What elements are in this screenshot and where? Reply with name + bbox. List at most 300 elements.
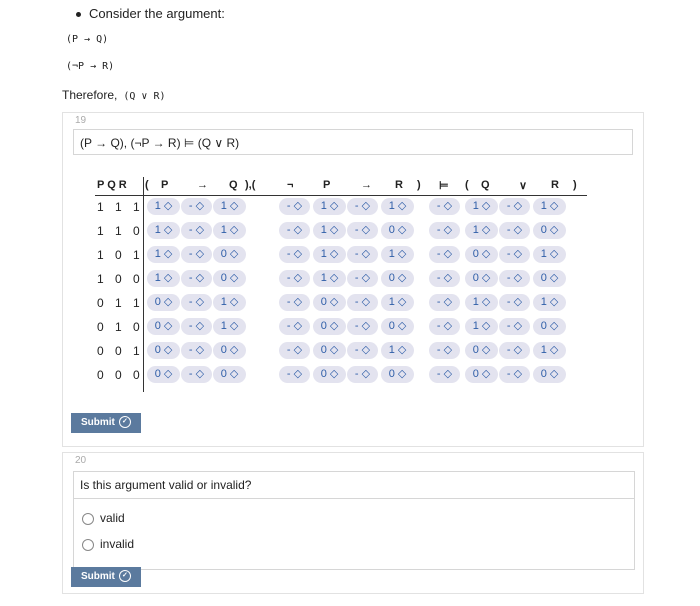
- truth-value-select[interactable]: [213, 246, 246, 263]
- chevron-updown-icon: ◇: [513, 344, 523, 356]
- chevron-updown-icon: ◇: [229, 344, 239, 356]
- table-row: [95, 339, 589, 363]
- selected-value: -: [506, 344, 511, 356]
- selected-value: 1: [154, 272, 161, 284]
- truth-value-select[interactable]: [429, 198, 460, 215]
- header-cell: P: [323, 179, 331, 191]
- truth-value-select[interactable]: [465, 222, 498, 239]
- truth-value-select[interactable]: [279, 342, 310, 359]
- selected-value: -: [188, 224, 193, 236]
- truth-value-select[interactable]: [147, 270, 180, 287]
- row-values: 0 0 1: [97, 344, 144, 358]
- intro-text: Consider the argument:: [89, 6, 225, 21]
- selected-value: -: [506, 200, 511, 212]
- chevron-updown-icon: ◇: [329, 224, 339, 236]
- truth-value-select[interactable]: [181, 270, 212, 287]
- truth-value-select[interactable]: [533, 342, 566, 359]
- chevron-updown-icon: ◇: [443, 344, 453, 356]
- truth-value-select[interactable]: [347, 342, 378, 359]
- selected-value: 0: [540, 368, 547, 380]
- truth-table: [95, 177, 589, 387]
- truth-value-select[interactable]: [381, 294, 414, 311]
- selected-value: -: [436, 272, 441, 284]
- truth-value-select[interactable]: [181, 318, 212, 335]
- chevron-updown-icon: ◇: [481, 224, 491, 236]
- truth-value-select[interactable]: [499, 246, 530, 263]
- truth-value-select[interactable]: [381, 342, 414, 359]
- chevron-updown-icon: ◇: [397, 320, 407, 332]
- truth-value-select[interactable]: [147, 294, 180, 311]
- chevron-updown-icon: ◇: [361, 368, 371, 380]
- header-cell: ),(: [245, 179, 256, 191]
- chevron-updown-icon: ◇: [481, 200, 491, 212]
- chevron-updown-icon: ◇: [513, 368, 523, 380]
- chevron-updown-icon: ◇: [513, 248, 523, 260]
- truth-value-select[interactable]: [213, 270, 246, 287]
- chevron-updown-icon: ◇: [195, 344, 205, 356]
- truth-value-select[interactable]: [181, 342, 212, 359]
- truth-value-select[interactable]: [279, 294, 310, 311]
- truth-value-select[interactable]: [381, 246, 414, 263]
- question-number: 19: [75, 115, 87, 126]
- check-icon: ✓: [119, 570, 131, 582]
- truth-value-select[interactable]: [465, 366, 498, 383]
- header-cell: Q: [229, 179, 238, 191]
- selected-value: 0: [220, 248, 227, 260]
- chevron-updown-icon: ◇: [397, 248, 407, 260]
- selected-value: -: [506, 272, 511, 284]
- question-20: [62, 452, 644, 594]
- selected-value: 0: [472, 272, 479, 284]
- selected-value: 1: [154, 224, 161, 236]
- chevron-updown-icon: ◇: [361, 200, 371, 212]
- truth-value-select[interactable]: [533, 222, 566, 239]
- chevron-updown-icon: ◇: [329, 344, 339, 356]
- chevron-updown-icon: ◇: [361, 320, 371, 332]
- selected-value: -: [354, 272, 359, 284]
- selected-value: -: [436, 296, 441, 308]
- chevron-updown-icon: ◇: [443, 200, 453, 212]
- truth-value-select[interactable]: [429, 366, 460, 383]
- selected-value: -: [188, 272, 193, 284]
- table-row: [95, 195, 589, 219]
- truth-value-select[interactable]: [347, 246, 378, 263]
- selected-value: 0: [388, 272, 395, 284]
- selected-value: 1: [540, 200, 547, 212]
- chevron-updown-icon: ◇: [397, 344, 407, 356]
- selected-value: 1: [388, 344, 395, 356]
- selected-value: 1: [472, 200, 479, 212]
- selected-value: 0: [220, 368, 227, 380]
- chevron-updown-icon: ◇: [293, 344, 303, 356]
- selected-value: 0: [388, 224, 395, 236]
- selected-value: -: [286, 272, 291, 284]
- chevron-updown-icon: ◇: [293, 224, 303, 236]
- chevron-updown-icon: ◇: [481, 248, 491, 260]
- selected-value: 1: [472, 224, 479, 236]
- selected-value: 0: [220, 344, 227, 356]
- chevron-updown-icon: ◇: [195, 200, 205, 212]
- selected-value: -: [354, 368, 359, 380]
- selected-value: 1: [388, 200, 395, 212]
- truth-value-select[interactable]: [381, 318, 414, 335]
- selected-value: 1: [220, 200, 227, 212]
- selected-value: 1: [540, 344, 547, 356]
- selected-value: 1: [154, 248, 161, 260]
- intro-bullet: [76, 6, 225, 21]
- truth-value-select[interactable]: [429, 342, 460, 359]
- chevron-updown-icon: ◇: [195, 248, 205, 260]
- chevron-updown-icon: ◇: [549, 272, 559, 284]
- selected-value: -: [354, 344, 359, 356]
- submit-button[interactable]: [71, 567, 141, 587]
- truth-value-select[interactable]: [533, 294, 566, 311]
- chevron-updown-icon: ◇: [329, 368, 339, 380]
- truth-value-select[interactable]: [533, 270, 566, 287]
- chevron-updown-icon: ◇: [481, 368, 491, 380]
- truth-value-select[interactable]: [499, 198, 530, 215]
- truth-value-select[interactable]: [313, 294, 346, 311]
- chevron-updown-icon: ◇: [361, 224, 371, 236]
- chevron-updown-icon: ◇: [329, 248, 339, 260]
- selected-value: 0: [388, 368, 395, 380]
- chevron-updown-icon: ◇: [195, 296, 205, 308]
- chevron-updown-icon: ◇: [293, 248, 303, 260]
- truth-value-select[interactable]: [499, 366, 530, 383]
- truth-value-select[interactable]: [279, 222, 310, 239]
- header-cell: (: [145, 179, 149, 191]
- chevron-updown-icon: ◇: [163, 368, 173, 380]
- selected-value: 0: [388, 320, 395, 332]
- selected-value: 0: [540, 224, 547, 236]
- selected-value: 1: [540, 248, 547, 260]
- selected-value: -: [188, 200, 193, 212]
- selected-value: -: [436, 200, 441, 212]
- row-values: 1 1 1: [97, 200, 144, 214]
- chevron-updown-icon: ◇: [293, 200, 303, 212]
- chevron-updown-icon: ◇: [163, 200, 173, 212]
- truth-value-select[interactable]: [499, 270, 530, 287]
- truth-value-select[interactable]: [181, 246, 212, 263]
- truth-value-select[interactable]: [213, 222, 246, 239]
- premise-2: (¬P → R): [66, 61, 115, 72]
- truth-value-select[interactable]: [499, 342, 530, 359]
- table-row: [95, 363, 589, 387]
- truth-value-select[interactable]: [147, 342, 180, 359]
- selected-value: 0: [154, 320, 161, 332]
- chevron-updown-icon: ◇: [195, 224, 205, 236]
- chevron-updown-icon: ◇: [443, 272, 453, 284]
- submit-button[interactable]: [71, 413, 141, 433]
- chevron-updown-icon: ◇: [229, 320, 239, 332]
- truth-value-select[interactable]: [279, 270, 310, 287]
- check-icon: ✓: [119, 416, 131, 428]
- table-row: [95, 315, 589, 339]
- selected-value: 0: [220, 272, 227, 284]
- header-cell: ): [573, 179, 577, 191]
- chevron-updown-icon: ◇: [549, 320, 559, 332]
- truth-value-select[interactable]: [381, 366, 414, 383]
- chevron-updown-icon: ◇: [195, 272, 205, 284]
- truth-value-select[interactable]: [181, 222, 212, 239]
- truth-value-select[interactable]: [347, 318, 378, 335]
- table-row: [95, 291, 589, 315]
- chevron-updown-icon: ◇: [163, 296, 173, 308]
- selected-value: -: [188, 344, 193, 356]
- truth-value-select[interactable]: [347, 366, 378, 383]
- truth-value-select[interactable]: [499, 318, 530, 335]
- truth-value-select[interactable]: [213, 318, 246, 335]
- truth-value-select[interactable]: [213, 294, 246, 311]
- chevron-updown-icon: ◇: [481, 296, 491, 308]
- truth-value-select[interactable]: [147, 318, 180, 335]
- chevron-updown-icon: ◇: [481, 344, 491, 356]
- chevron-updown-icon: ◇: [361, 272, 371, 284]
- chevron-updown-icon: ◇: [329, 320, 339, 332]
- selected-value: -: [286, 320, 291, 332]
- chevron-updown-icon: ◇: [549, 296, 559, 308]
- chevron-updown-icon: ◇: [229, 368, 239, 380]
- row-values: 0 0 0: [97, 368, 144, 382]
- selected-value: 0: [320, 296, 327, 308]
- selected-value: -: [506, 368, 511, 380]
- truth-value-select[interactable]: [533, 246, 566, 263]
- selected-value: -: [188, 368, 193, 380]
- selected-value: -: [436, 344, 441, 356]
- selected-value: 0: [540, 272, 547, 284]
- truth-value-select[interactable]: [313, 342, 346, 359]
- truth-value-select[interactable]: [347, 294, 378, 311]
- chevron-updown-icon: ◇: [293, 368, 303, 380]
- truth-value-select[interactable]: [213, 198, 246, 215]
- selected-value: -: [286, 344, 291, 356]
- truth-value-select[interactable]: [533, 318, 566, 335]
- header-cell: ∨: [519, 180, 528, 192]
- chevron-updown-icon: ◇: [397, 368, 407, 380]
- chevron-updown-icon: ◇: [195, 368, 205, 380]
- truth-value-select[interactable]: [347, 270, 378, 287]
- selected-value: -: [354, 224, 359, 236]
- selected-value: 1: [388, 296, 395, 308]
- chevron-updown-icon: ◇: [361, 248, 371, 260]
- chevron-updown-icon: ◇: [361, 344, 371, 356]
- truth-value-select[interactable]: [465, 294, 498, 311]
- selected-value: 0: [154, 296, 161, 308]
- selected-value: 1: [540, 296, 547, 308]
- truth-table-header: [95, 177, 589, 195]
- radio-icon[interactable]: [82, 513, 94, 525]
- truth-value-select[interactable]: [347, 222, 378, 239]
- bullet-icon: [76, 12, 81, 17]
- therefore-label: Therefore,: [62, 88, 118, 102]
- truth-value-select[interactable]: [533, 198, 566, 215]
- chevron-updown-icon: ◇: [513, 224, 523, 236]
- truth-value-select[interactable]: [147, 246, 180, 263]
- chevron-updown-icon: ◇: [513, 272, 523, 284]
- truth-value-select[interactable]: [181, 198, 212, 215]
- truth-value-select[interactable]: [465, 318, 498, 335]
- truth-value-select[interactable]: [181, 294, 212, 311]
- truth-value-select[interactable]: [313, 318, 346, 335]
- selected-value: 0: [540, 320, 547, 332]
- truth-value-select[interactable]: [465, 246, 498, 263]
- selected-value: -: [506, 296, 511, 308]
- table-row: [95, 267, 589, 291]
- conclusion-line: [62, 88, 166, 102]
- question-19: [62, 112, 644, 447]
- truth-value-select[interactable]: [465, 270, 498, 287]
- selected-value: 1: [220, 296, 227, 308]
- selected-value: -: [436, 248, 441, 260]
- truth-value-select[interactable]: [347, 198, 378, 215]
- selected-value: -: [354, 296, 359, 308]
- table-row: [95, 243, 589, 267]
- selected-value: 0: [320, 320, 327, 332]
- selected-value: 1: [320, 272, 327, 284]
- chevron-updown-icon: ◇: [513, 200, 523, 212]
- row-values: 1 0 1: [97, 248, 144, 262]
- selected-value: 0: [472, 344, 479, 356]
- truth-value-select[interactable]: [213, 342, 246, 359]
- selected-value: 0: [472, 248, 479, 260]
- answer-options: [74, 499, 634, 569]
- truth-value-select[interactable]: [429, 270, 460, 287]
- question-prompt: Is this argument valid or invalid?: [74, 472, 634, 499]
- truth-value-select[interactable]: [313, 270, 346, 287]
- chevron-updown-icon: ◇: [549, 248, 559, 260]
- truth-value-select[interactable]: [279, 318, 310, 335]
- truth-value-select[interactable]: [465, 342, 498, 359]
- submit-label: Submit: [81, 417, 115, 428]
- truth-value-select[interactable]: [147, 198, 180, 215]
- selected-value: 0: [472, 368, 479, 380]
- chevron-updown-icon: ◇: [229, 296, 239, 308]
- selected-value: -: [506, 224, 511, 236]
- truth-value-select[interactable]: [279, 246, 310, 263]
- truth-value-select[interactable]: [279, 366, 310, 383]
- chevron-updown-icon: ◇: [443, 224, 453, 236]
- chevron-updown-icon: ◇: [513, 320, 523, 332]
- truth-value-select[interactable]: [381, 222, 414, 239]
- chevron-updown-icon: ◇: [195, 320, 205, 332]
- chevron-updown-icon: ◇: [229, 272, 239, 284]
- truth-value-select[interactable]: [147, 222, 180, 239]
- chevron-updown-icon: ◇: [163, 344, 173, 356]
- header-cell: ⊨: [439, 180, 449, 192]
- chevron-updown-icon: ◇: [293, 320, 303, 332]
- chevron-updown-icon: ◇: [549, 344, 559, 356]
- selected-value: 1: [472, 320, 479, 332]
- selected-value: -: [436, 224, 441, 236]
- chevron-updown-icon: ◇: [443, 296, 453, 308]
- truth-value-select[interactable]: [499, 294, 530, 311]
- truth-value-select[interactable]: [429, 222, 460, 239]
- row-values: 1 1 0: [97, 224, 144, 238]
- chevron-updown-icon: ◇: [397, 200, 407, 212]
- selected-value: -: [188, 320, 193, 332]
- selected-value: -: [354, 248, 359, 260]
- option-label: invalid: [100, 537, 135, 551]
- chevron-updown-icon: ◇: [163, 248, 173, 260]
- truth-value-select[interactable]: [499, 222, 530, 239]
- chevron-updown-icon: ◇: [397, 224, 407, 236]
- header-cell: Q: [481, 179, 490, 191]
- truth-value-select[interactable]: [381, 270, 414, 287]
- truth-value-select[interactable]: [465, 198, 498, 215]
- truth-value-select[interactable]: [313, 198, 346, 215]
- header-cell: ): [417, 179, 421, 191]
- selected-value: 1: [388, 248, 395, 260]
- selected-value: -: [436, 320, 441, 332]
- header-cell: (: [465, 179, 469, 191]
- truth-value-select[interactable]: [429, 294, 460, 311]
- selected-value: -: [506, 248, 511, 260]
- truth-value-select[interactable]: [147, 366, 180, 383]
- selected-value: 1: [320, 200, 327, 212]
- row-values: 1 0 0: [97, 272, 144, 286]
- chevron-updown-icon: ◇: [481, 320, 491, 332]
- selected-value: 1: [220, 224, 227, 236]
- chevron-updown-icon: ◇: [329, 272, 339, 284]
- truth-value-select[interactable]: [429, 318, 460, 335]
- truth-value-select[interactable]: [181, 366, 212, 383]
- option-invalid[interactable]: [82, 537, 134, 551]
- selected-value: 1: [220, 320, 227, 332]
- selected-value: -: [188, 296, 193, 308]
- chevron-updown-icon: ◇: [229, 200, 239, 212]
- option-label: valid: [100, 511, 125, 525]
- selected-value: -: [286, 224, 291, 236]
- table-row: [95, 219, 589, 243]
- question-panel: [73, 471, 635, 570]
- truth-value-select[interactable]: [381, 198, 414, 215]
- question-number: 20: [75, 455, 87, 466]
- selected-value: 0: [320, 344, 327, 356]
- chevron-updown-icon: ◇: [549, 368, 559, 380]
- selected-value: 1: [472, 296, 479, 308]
- selected-value: 0: [154, 344, 161, 356]
- selected-value: -: [286, 368, 291, 380]
- truth-table-body: [95, 195, 589, 387]
- question-title: (P → Q), (¬P → R) ⊨ (Q ∨ R): [73, 129, 633, 155]
- selected-value: 1: [154, 200, 161, 212]
- option-valid[interactable]: [82, 511, 125, 525]
- radio-icon[interactable]: [82, 539, 94, 551]
- selected-value: 0: [320, 368, 327, 380]
- chevron-updown-icon: ◇: [443, 248, 453, 260]
- truth-value-select[interactable]: [313, 222, 346, 239]
- chevron-updown-icon: ◇: [397, 272, 407, 284]
- chevron-updown-icon: ◇: [397, 296, 407, 308]
- selected-value: -: [286, 200, 291, 212]
- truth-value-select[interactable]: [313, 366, 346, 383]
- truth-value-select[interactable]: [213, 366, 246, 383]
- chevron-updown-icon: ◇: [163, 320, 173, 332]
- selected-value: 1: [320, 224, 327, 236]
- truth-value-select[interactable]: [313, 246, 346, 263]
- submit-label: Submit: [81, 571, 115, 582]
- chevron-updown-icon: ◇: [513, 296, 523, 308]
- chevron-updown-icon: ◇: [329, 296, 339, 308]
- truth-value-select[interactable]: [279, 198, 310, 215]
- row-values: 0 1 1: [97, 296, 144, 310]
- truth-value-select[interactable]: [429, 246, 460, 263]
- selected-value: -: [354, 320, 359, 332]
- chevron-updown-icon: ◇: [229, 224, 239, 236]
- chevron-updown-icon: ◇: [163, 224, 173, 236]
- header-cell: →: [361, 179, 372, 191]
- truth-value-select[interactable]: [533, 366, 566, 383]
